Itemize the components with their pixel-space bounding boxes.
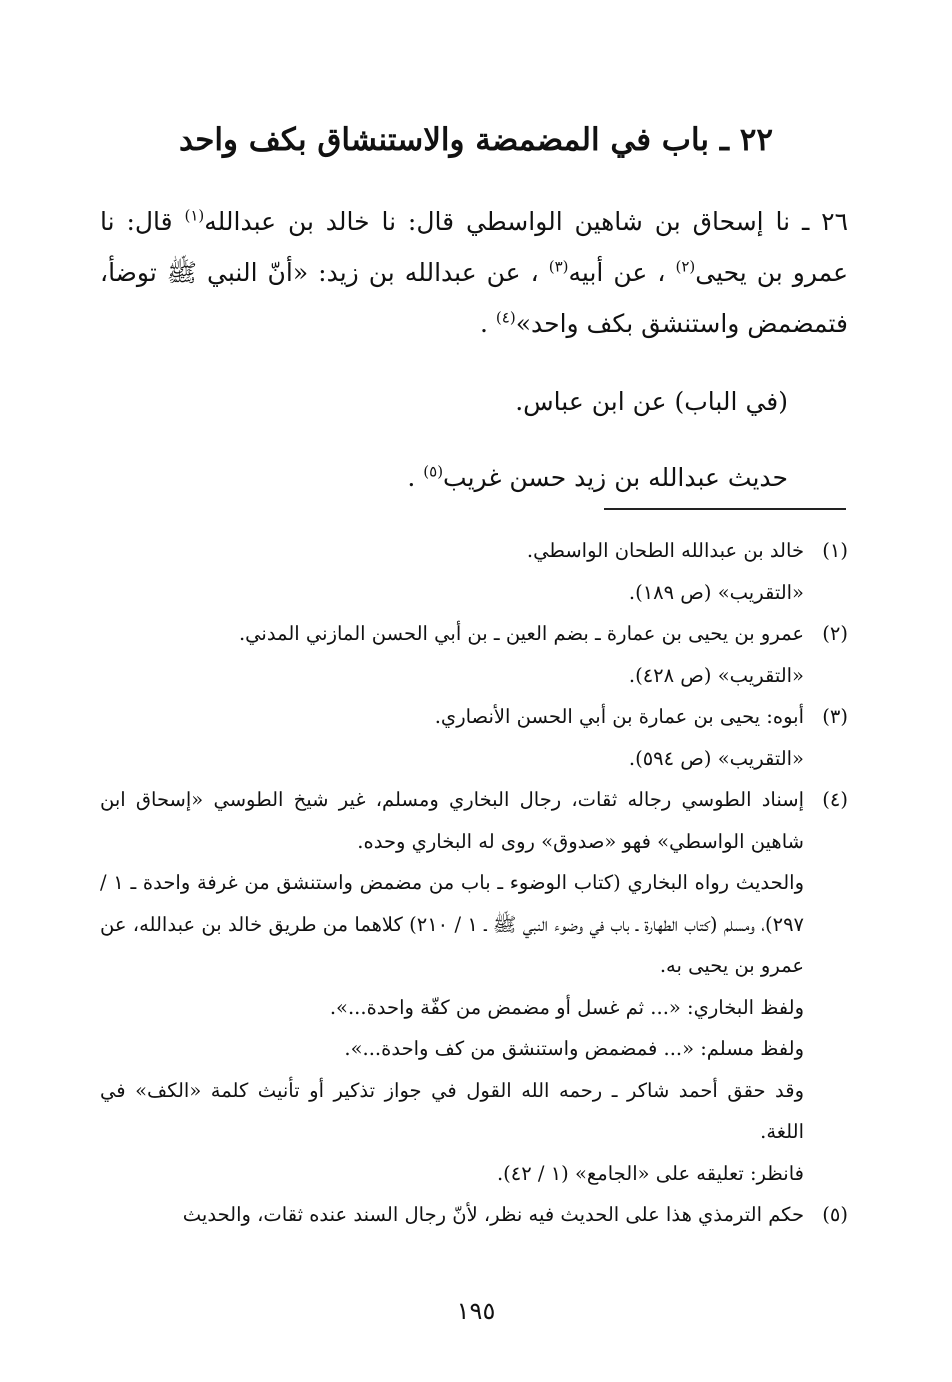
hadith-line-1d: ، عن عبدالله بن زيد: «أنّ النبي ﷺ توضأ، فتمضمض واستنشق بكف واحد» <box>100 258 848 338</box>
footnote-line: عمرو بن يحيى بن عمارة ـ بضم العين ـ بن أبي الحسن المازني المدني. <box>238 622 804 645</box>
footnote-number: (٤) <box>822 788 848 811</box>
hadith-line-1: ٢٦ ـ نا إسحاق بن شاهين الواسطي قال: نا خالد بن عبدالله <box>204 207 848 236</box>
footnote-5 <box>100 1194 848 1236</box>
footnote-line: خالد بن عبدالله الطحان الواسطي. <box>526 539 804 562</box>
grade-text: حديث عبدالله بن زيد حسن غريب <box>443 463 788 492</box>
hadith-line-1b: قال: نا عمرو بن يحيى <box>100 207 848 287</box>
footnote-number: (١) <box>822 539 848 562</box>
footnote-line: «التقريب» (ص ١٨٩). <box>628 580 804 604</box>
hadith-grade <box>100 452 848 503</box>
footnote-number: (٢) <box>822 622 848 645</box>
hadith-line-1c: ، عن أبيه <box>568 258 676 287</box>
footnote-line: فانظر: تعليقه على «الجامع» (١ / ٤٢). <box>496 1161 804 1185</box>
footnote-ref-2[interactable]: (٢) <box>675 257 696 276</box>
chapter-title: ٢٢ ـ باب في المضمضة والاستنشاق بكف واحد <box>178 122 774 158</box>
footnote-line: والحديث رواه البخاري (كتاب الوضوء ـ باب من مضمض واستنشق من غرفة واحدة ـ ١ / ٢٩٧)، ومسلم (كتاب الطهارة ـ باب في وضوء النبي ﷺ ـ ١ / ٢١٠) كلاهما من طريق خالد بن عبدالله، عن عمرو بن يحيى به. <box>100 871 805 977</box>
footnote-line: «التقريب» (ص ٥٩٤). <box>628 746 804 770</box>
footnote-line: إسناد الطوسي رجاله ثقات، رجال البخاري ومسلم، غير شيخ الطوسي «إسحاق ابن شاهين الواسطي» فهو «صدوق» روى له البخاري وحده. <box>100 788 804 853</box>
footnote-2 <box>100 613 848 696</box>
footnote-1 <box>100 530 848 613</box>
footnote-line: حكم الترمذي هذا على الحديث فيه نظر، لأنّ رجال السند عنده ثقات، والحديث <box>182 1203 804 1226</box>
footnote-ref-5[interactable]: (٥) <box>423 462 444 481</box>
footnote-line: وقد حقق أحمد شاكر ـ رحمه الله القول في جواز تذكير أو تأنيث كلمة «الكف» في اللغة. <box>100 1078 804 1143</box>
hadith-text <box>100 196 848 503</box>
footnote-number: (٣) <box>822 705 848 728</box>
footnote-line: ولفظ مسلم: «... فمضمض واستنشق من كف واحدة...». <box>344 1037 804 1060</box>
footnote-ref-4[interactable]: (٤) <box>495 308 516 327</box>
footnotes <box>100 530 848 1236</box>
footnote-3 <box>100 696 848 779</box>
hadith-line-1e: . <box>480 309 496 338</box>
footnote-line: «التقريب» (ص ٤٢٨). <box>628 663 804 687</box>
footnote-line: ولفظ البخاري: «... ثم غسل أو مضمض من كفّة واحدة...». <box>329 995 804 1019</box>
footnote-body <box>100 613 804 696</box>
footnote-body <box>100 779 804 1194</box>
footnote-body <box>100 696 804 779</box>
bab-note: (في الباب) عن ابن عباس. <box>515 387 788 416</box>
footnote-number: (٥) <box>822 1203 848 1226</box>
footnote-body <box>100 1194 804 1236</box>
footnote-body <box>100 530 804 613</box>
footnote-ref-3[interactable]: (٣) <box>548 257 569 276</box>
page-number: ١٩٥ <box>456 1297 496 1325</box>
footnote-line: أبوه: يحيى بن عمارة بن أبي الحسن الأنصاري. <box>434 705 804 728</box>
footnote-4 <box>100 779 848 1194</box>
footnote-separator <box>604 508 846 510</box>
grade-end: . <box>407 463 424 492</box>
hadith-paragraph <box>100 196 848 349</box>
footnote-ref-1[interactable]: (١) <box>184 206 205 225</box>
